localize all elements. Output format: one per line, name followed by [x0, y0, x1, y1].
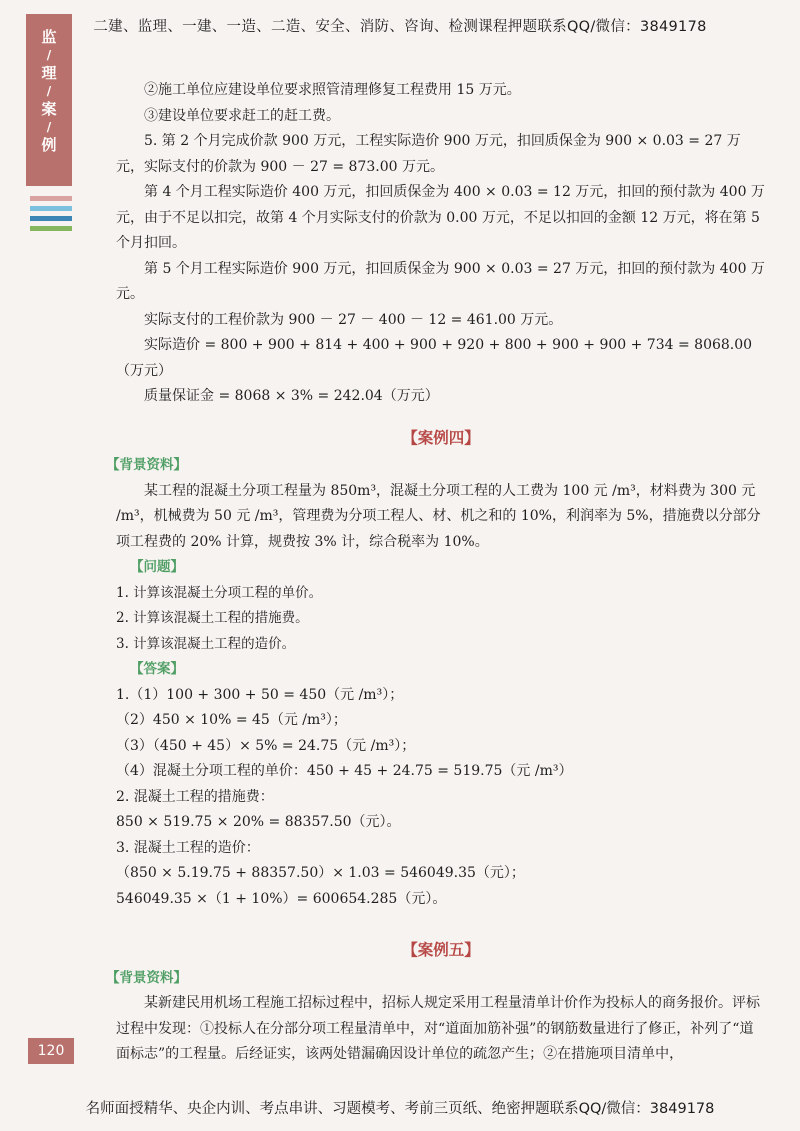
background-text: 某新建民用机场工程施工招标过程中，招标人规定采用工程量清单计价作为投标人的商务报价。评标过程中发现：①投标人在分部分项工程量清单中，对“道面加筋补强”的钢筋数量进行了修正，补列了“道面标志”的工程量。后经证实，该两处错漏确因设计单位的疏忽产生；②在措施项目清单中， — [116, 995, 760, 1062]
answer-line: 2. 混凝土工程的措施费： — [116, 788, 274, 805]
answer-line: 3. 混凝土工程的造价： — [116, 839, 260, 856]
side-tab-separator: / — [46, 84, 52, 98]
stripe — [30, 226, 72, 231]
page-number: 120 — [28, 1038, 74, 1064]
case-title: 【案例五】 — [402, 941, 480, 959]
side-tab-char: 例 — [41, 136, 57, 154]
stripe — [30, 196, 72, 201]
answers-label: 【答案】 — [130, 661, 184, 677]
question-item: 2. 计算该混凝土工程的措施费。 — [116, 610, 309, 626]
answer-line: 850 × 519.75 × 20% = 88357.50（元）。 — [116, 814, 401, 830]
paragraph: 5. 第 2 个月完成价款 900 万元，工程实际造价 900 万元，扣回质保金为 900 × 0.03 = 27 万元，实际支付的价款为 900 － 27 = 873.00 万元。 — [116, 133, 741, 175]
paragraph: 第 5 个月工程实际造价 900 万元，扣回质保金为 900 × 0.03 = 27 万元，扣回的预付款为 400 万元。 — [116, 260, 765, 302]
paragraph: 实际支付的工程价款为 900 － 27 － 400 － 12 = 461.00 万元。 — [144, 311, 563, 328]
background-text: 某工程的混凝土分项工程量为 850m³，混凝土分项工程的人工费为 100 元 /m³，材料费为 300 元 /m³，机械费为 50 元 /m³，管理费为分项工程人、材、机之和的 10%，利润率为 5%，措施费以分部分项工程费的 20% 计算，规费按 3% 计，综合税率为 10%。 — [116, 482, 761, 550]
stripe — [30, 216, 72, 221]
side-tab-separator: / — [46, 120, 52, 134]
paragraph: 质量保证金 = 8068 × 3% = 242.04（万元） — [144, 388, 439, 404]
page-content — [106, 78, 766, 1068]
paragraph: ②施工单位应建设单位要求照管清理修复工程费用 15 万元。 — [144, 82, 521, 98]
stripe — [30, 206, 72, 211]
question-item: 3. 计算该混凝土工程的造价。 — [116, 635, 296, 652]
paragraph: 第 4 个月工程实际造价 400 万元，扣回质保金为 400 × 0.03 = 12 万元，扣回的预付款为 400 万元，由于不足以扣完，故第 4 个月实际支付的价款为 0.00 万元，不足以扣回的金额 12 万元，将在第 5 个月扣回。 — [116, 184, 765, 251]
questions-label: 【问题】 — [130, 559, 184, 575]
background-label: 【背景资料】 — [106, 457, 187, 473]
answer-line: （3）（450 + 45）× 5% = 24.75（元 /m³）； — [116, 737, 416, 754]
color-stripes — [30, 196, 72, 236]
page-footer: 名师面授精华、央企内训、考点串讲、习题模考、考前三页纸、绝密押题联系QQ/微信：3849178 — [85, 1101, 715, 1117]
question-item: 1. 计算该混凝土分项工程的单价。 — [116, 584, 323, 601]
side-tab-char: 监 — [41, 28, 57, 46]
side-tab-separator: / — [46, 48, 52, 62]
answer-line: 1.（1）100 + 300 + 50 = 450（元 /m³）； — [116, 686, 404, 703]
side-tab-char: 理 — [41, 64, 57, 82]
answer-line: （4）混凝土分项工程的单价：450 + 45 + 24.75 = 519.75（元 /m³） — [116, 763, 573, 779]
answer-line: 546049.35 ×（1 + 10%）= 600654.285（元）。 — [116, 890, 447, 907]
answer-line: （850 × 5.19.75 + 88357.50）× 1.03 = 546049.35（元）； — [116, 865, 525, 881]
side-tab-char: 案 — [41, 100, 57, 118]
answer-line: （2）450 × 10% = 45（元 /m³）； — [116, 712, 347, 728]
case-title: 【案例四】 — [402, 428, 480, 447]
paragraph: 实际造价 = 800 + 900 + 814 + 400 + 900 + 920 + 800 + 900 + 900 + 734 = 8068.00（万元） — [116, 337, 753, 379]
background-label: 【背景资料】 — [106, 969, 187, 986]
paragraph: ③建设单位要求赶工的赶工费。 — [144, 107, 340, 124]
page-header: 二建、监理、一建、一造、二造、安全、消防、咨询、检测课程押题联系QQ/微信：3849178 — [93, 19, 707, 35]
side-tab — [26, 14, 72, 186]
